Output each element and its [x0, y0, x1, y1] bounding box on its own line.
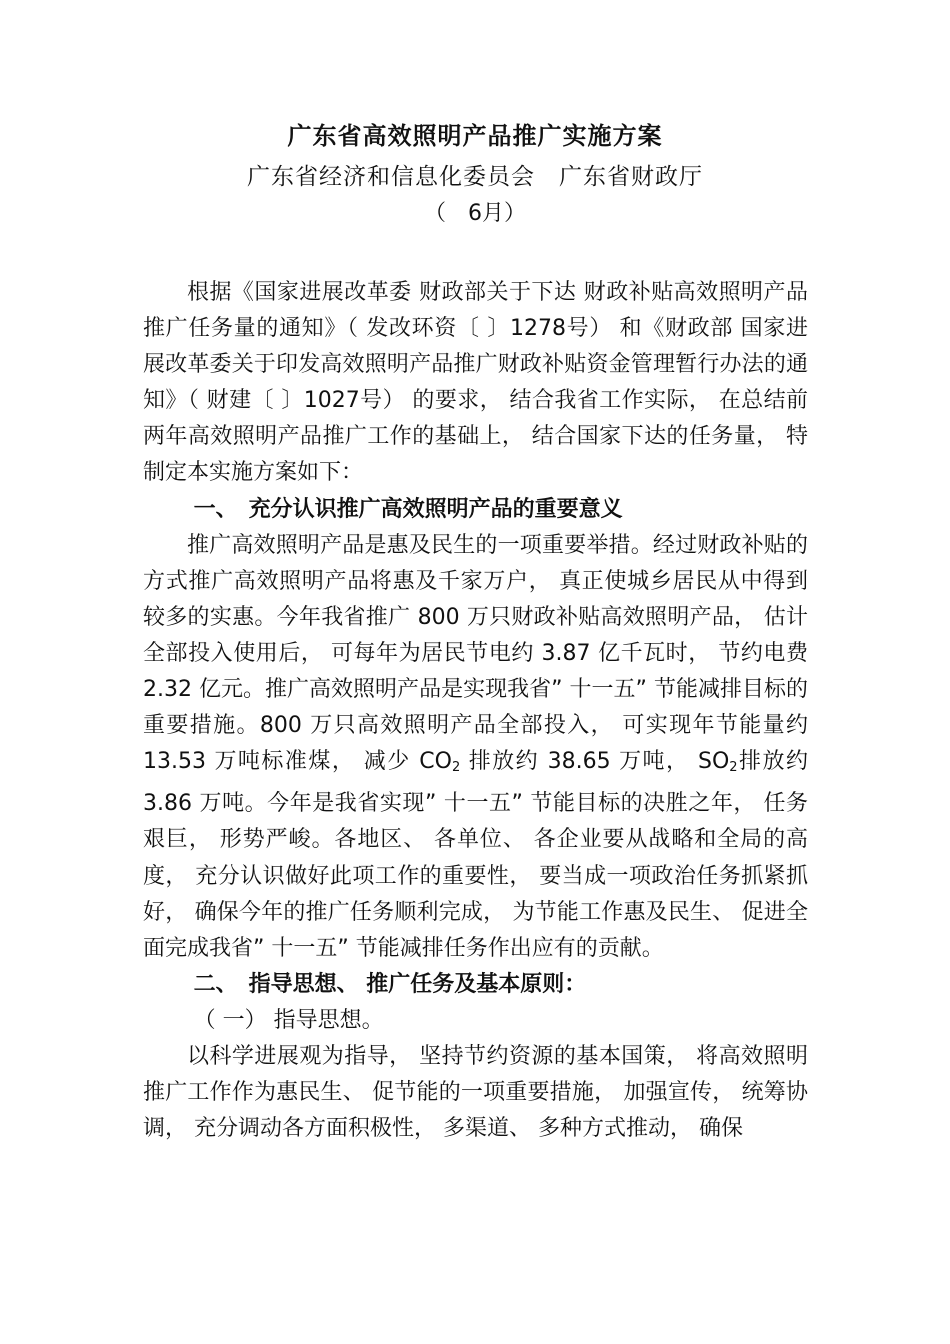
intro-paragraph: 根据《国家进展改革委 财政部关于下达 财政补贴高效照明产品推广任务量的通知》（ 发改环资〔 〕1278号） 和《财政部 国家进展改革委关于印发高效照明产品推广财政补贴资金管理暂行办法的通知》（ 财建〔 〕1027号） 的要求， 结合我省工作实际， 在总结前两年高效照明产品推广工作的基础上， 结合国家下达的任务量， 特制定本实施方案如下：: [143, 280, 808, 486]
section-1-paragraph: [143, 528, 808, 967]
document-title: 广东省高效照明产品推广实施方案: [287, 122, 663, 150]
document-body: [143, 275, 808, 1147]
document-date: （ 6月）: [424, 201, 526, 226]
co2-subscript: 2: [451, 760, 461, 776]
section-2-heading: 二、 指导思想、 推广任务及基本原则：: [193, 971, 587, 997]
section-2-subheading: （ 一） 指导思想。: [193, 1007, 384, 1033]
so2-subscript: 2: [729, 760, 738, 776]
document-issuer: 广东省经济和信息化委员会 广东省财政厅: [247, 164, 703, 190]
section-1-text-a: 推广高效照明产品是惠及民生的一项重要举措。经过财政补贴的方式推广高效照明产品将惠及千家万户， 真正使城乡居民从中得到较多的实惠。今年我省推广 800 万只财政补贴高效照明产品， 估计全部投入使用后， 可每年为居民节电约 3.87 亿千瓦时， 节约电费 2.32 亿元。推广高效照明产品是实现我省” 十一五” 节能减排目标的重要措施。800 万只高效照明产品全部投入， 可实现年节能量约 13.53 万吨标准煤， 减少 CO: [143, 532, 808, 775]
section-2-paragraph: 以科学进展观为指导， 坚持节约资源的基本国策， 将高效照明推广工作作为惠民生、 促节能的一项重要措施， 加强宣传， 统筹协调， 充分调动各方面积极性， 多渠道、 多种方式推动， 确保: [143, 1043, 808, 1142]
section-1-text-c: 排放约 3.86 万吨。今年是我省实现” 十一五” 节能目标的决胜之年， 任务艰巨， 形势严峻。各地区、 各单位、 各企业要从战略和全局的高度， 充分认识做好此项工作的重要性， 要当成一项政治任务抓紧抓好， 确保今年的推广任务顺利完成， 为节能工作惠及民生、 促进全面完成我省” 十一五” 节能减排任务作出应有的贡献。: [143, 749, 808, 961]
section-1-heading: 一、 充分认识推广高效照明产品的重要意义: [193, 496, 623, 522]
section-1-text-b: 排放约 38.65 万吨， SO: [460, 749, 730, 775]
